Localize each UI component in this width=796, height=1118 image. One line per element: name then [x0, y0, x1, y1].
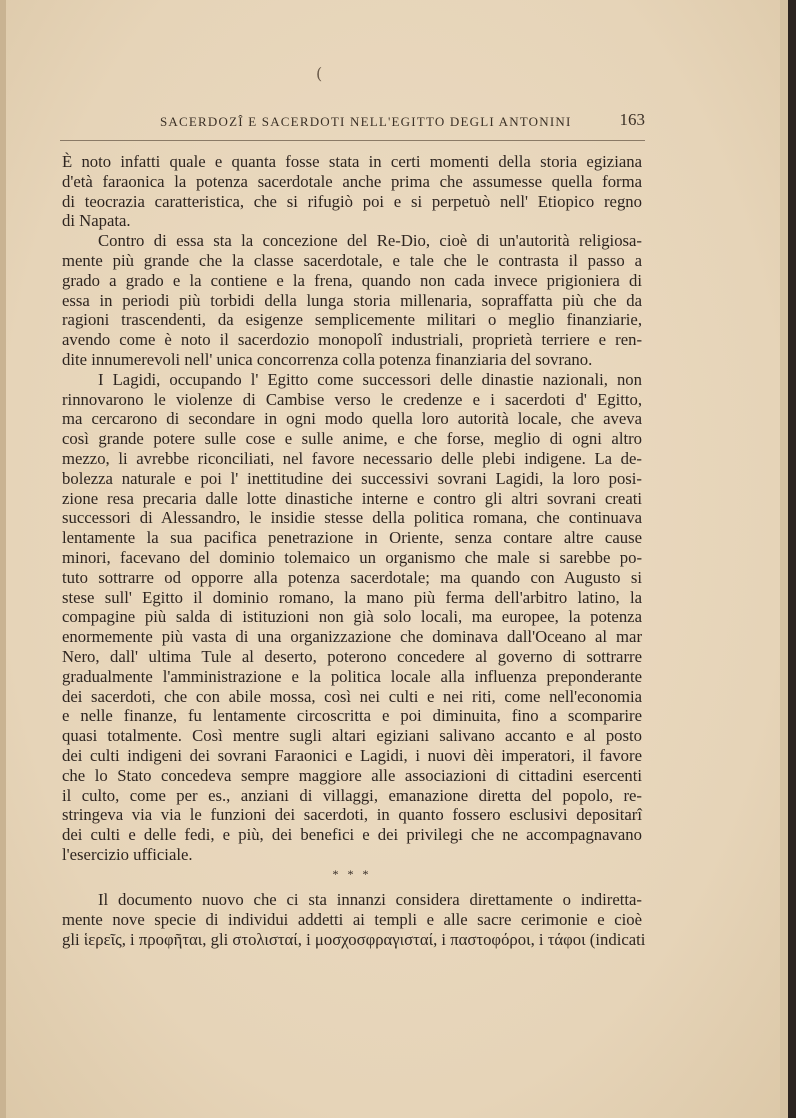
text-line: dei culti indigeni dei sovrani Faraonici e Lagidi, i nuovi dèi imperatori, il favore — [62, 745, 642, 765]
text-line: dei sacerdoti, che con abile mossa, così nei culti e nei riti, come nell'economia — [62, 686, 642, 706]
body-text — [62, 152, 646, 950]
text-line: l'esercizio ufficiale. — [62, 844, 193, 864]
text-line: bolezza naturale e poi l' inettitudine dei successivi sovrani Lagidi, la loro posi- — [62, 468, 642, 488]
text-line: tuto sottrarre od opporre alla potenza sacerdotale; ma quando con Augusto si — [62, 567, 642, 587]
running-head: SACERDOZÎ E SACERDOTI NELL'EGITTO DEGLI ANTONINI — [160, 114, 572, 129]
text-line: enormemente più vasta di una organizzazione che dominava dall'Oceano al mar — [62, 627, 642, 647]
page-left-edge — [0, 0, 6, 1118]
page-right-edge — [780, 0, 788, 1118]
text-line: avendo come è noto il sacerdozio monopolî industriali, proprietà terriere e ren- — [62, 330, 642, 350]
page-header — [160, 110, 645, 132]
text-line: di Napata. — [62, 211, 131, 231]
text-line: dei culti e delle fedi, e più, dei benefici e dei privilegi che ne accompagnavano — [62, 825, 642, 845]
margin-mark: ( — [316, 64, 323, 83]
text-line: gradualmente l'amministrazione e la politica locale alla influenza preponderante — [62, 666, 642, 686]
section-asterism: * * * — [332, 866, 372, 881]
text-line: mente nove specie di individui addetti ai templi e alle sacre cerimonie e cioè — [62, 910, 642, 930]
text-line: di teocrazia caratteristica, che si rifugiò poi e si perpetuò nell' Etiopico regno — [62, 191, 642, 211]
text-line: minori, facevano del dominio tolemaico un organismo che male si sarebbe po- — [62, 547, 642, 567]
text-line: mente più grande che la classe sacerdotale, e tale che le contrasta il passo a — [62, 250, 642, 270]
text-line: essa in periodi più torbidi della lunga storia millenaria, sopraffatta più che da — [62, 290, 642, 310]
text-line: stringeva via via le funzioni dei sacerdoti, in quanto fossero esclusivi depositarî — [62, 805, 642, 825]
text-line: il culto, come per es., anziani di villaggi, emanazione diretta del popolo, re- — [62, 785, 642, 805]
text-line: ragioni trascendenti, da esigenze semplicemente militari o meglio finanziarie, — [62, 310, 642, 330]
text-line: zione resa precaria dalle lotte dinastiche interne e contro gli altri sovrani creati — [62, 488, 642, 508]
text-line: mezzo, li avrebbe riconciliati, nel favore necessario delle plebi indigene. La de- — [62, 448, 642, 468]
text-line: I Lagidi, occupando l' Egitto come successori delle dinastie nazionali, non — [98, 369, 642, 389]
text-line: d'età faraonica la potenza sacerdotale anche prima che assumesse quella forma — [62, 171, 642, 191]
text-line: che lo Stato concedeva sempre maggiore alle associazioni di cittadini esercenti — [62, 765, 642, 785]
text-line: Il documento nuovo che ci sta innanzi considera direttamente o indiretta- — [98, 890, 642, 910]
text-line: Nero, dall' ultima Tule al deserto, poterono concedere al governo di sottrarre — [62, 646, 642, 666]
text-line: lentamente la sua pacifica penetrazione in Oriente, senza contare altre cause — [62, 528, 642, 548]
text-line: compagine più salda di istituzioni non già solo locali, ma europee, la potenza — [62, 607, 642, 627]
text-line: successori di Alessandro, le insidie stesse della politica romana, che continuava — [62, 508, 642, 528]
text-line: dite innumerevoli nell' unica concorrenza colla potenza finanziaria del sovrano. — [62, 349, 593, 369]
text-line: così grande potere sulle cose e sulle anime, e che forse, meglio di ogni altro — [62, 429, 642, 449]
text-line: Contro di essa sta la concezione del Re-Dio, cioè di un'autorità religiosa- — [98, 231, 642, 251]
text-line: quasi totalmente. Così mentre sugli altari egiziani salivano accanto e al posto — [62, 726, 642, 746]
text-line: È noto infatti quale e quanta fosse stata in certi momenti della storia egiziana — [62, 152, 642, 171]
text-line: ma cercarono di secondare in ogni modo quella loro autorità locale, che aveva — [62, 409, 642, 429]
text-line: e nelle finanze, fu lentamente circoscritta e poi diminuita, fino a scomparire — [62, 706, 642, 726]
text-line: rinnovarono le violenze di Cambise verso le credenze e i sacerdoti d' Egitto, — [62, 389, 642, 409]
text-line: grado a grado e la contiene e la frena, quando non cada invece prigioniera di — [62, 270, 642, 290]
text-line: stese sull' Egitto il dominio romano, la mano più ferma dell'arbitro latino, la — [62, 587, 642, 607]
page-number: 163 — [619, 110, 645, 129]
header-rule — [60, 140, 645, 141]
text-line: gli ἱερεῖς, i προφῆται, gli στολισταί, i μοσχοσφραγισταί, i παστοφόροι, i τάφοι (indicati — [62, 930, 646, 950]
